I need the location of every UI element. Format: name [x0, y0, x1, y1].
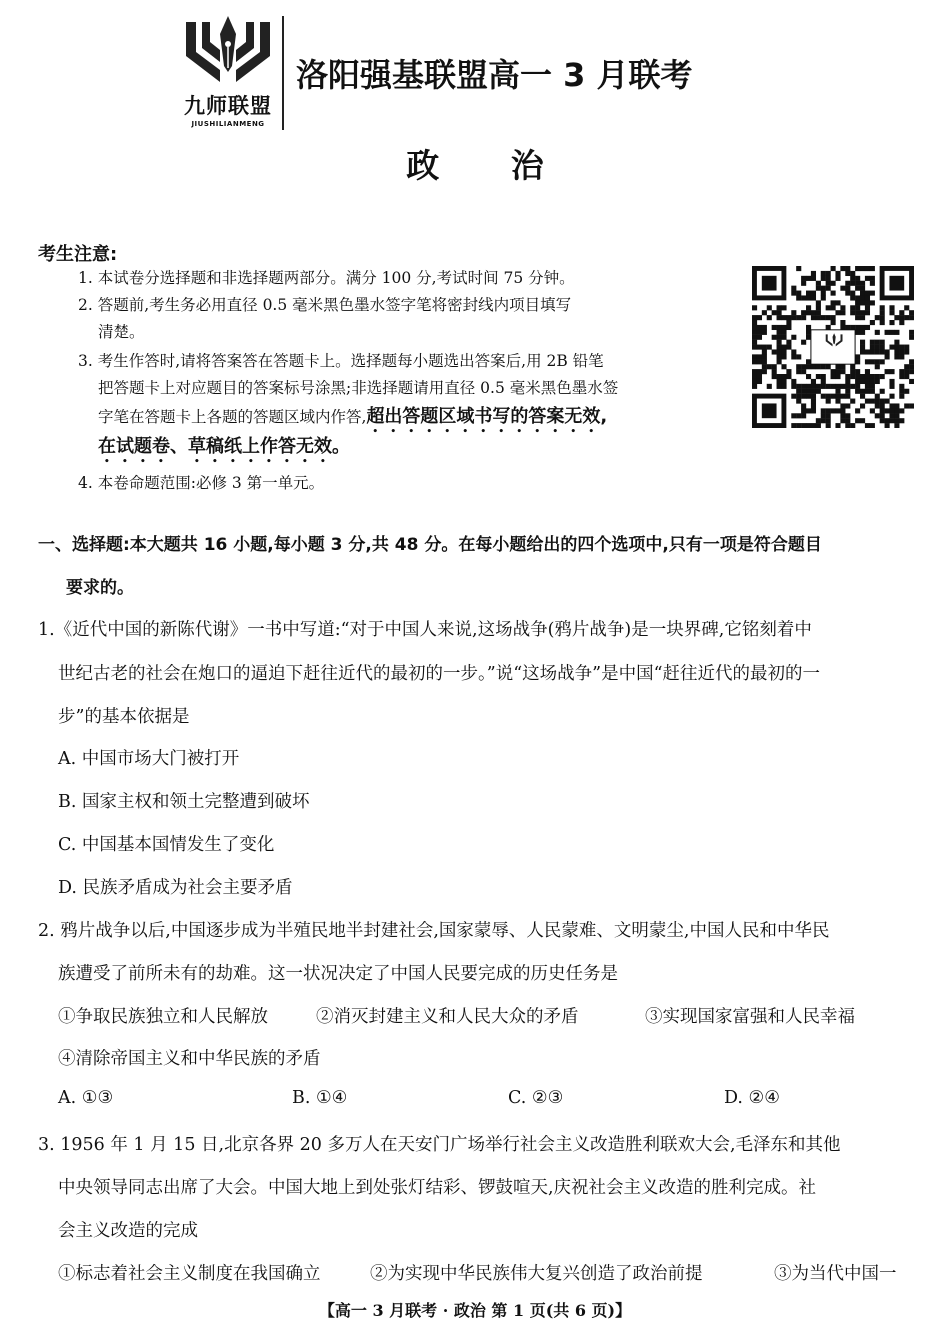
notice-emphasis-2: 在试题卷、草稿纸上作答无效。: [98, 436, 350, 457]
page-footer: 【高一 3 月联考 · 政治 第 1 页(共 6 页)】: [318, 1301, 632, 1320]
section-1-heading-line-2: 要求的。: [66, 578, 134, 598]
qr-code-icon: [752, 266, 914, 428]
logo-text: 九师联盟: [184, 94, 272, 118]
q2-statement-2: ②消灭封建主义和人民大众的矛盾: [316, 1007, 579, 1027]
q3-stem-line-2: 中央领导同志出席了大会。中国大地上到处张灯结彩、锣鼓喧天,庆祝社会主义改造的胜利完成。社: [58, 1178, 817, 1198]
notice-item-3-line-2: 把答题卡上对应题目的答案标号涂黑;非选择题请用直径 0.5 毫米黑色墨水签: [98, 379, 619, 397]
q1-option-d[interactable]: D. 民族矛盾成为社会主要矛盾: [58, 878, 293, 898]
pen-nib-logo-icon: [172, 14, 284, 92]
q3-statement-1: ①标志着社会主义制度在我国确立: [58, 1264, 321, 1284]
notice-item-4: 4. 本卷命题范围:必修 3 第一单元。: [78, 474, 325, 492]
subject-title: 政 治: [406, 146, 544, 185]
notice-item-1: 1. 本试卷分选择题和非选择题两部分。满分 100 分,考试时间 75 分钟。: [78, 269, 575, 287]
notice-item-3-line-3-text: 字笔在答题卡上各题的答题区域内作答,: [98, 408, 367, 426]
q2-option-d[interactable]: D. ②④: [724, 1088, 780, 1108]
notice-item-3-line-1: 3. 考生作答时,请将答案答在答题卡上。选择题每小题选出答案后,用 2B 铅笔: [78, 352, 604, 370]
notice-emphasis-1: 超出答题区域书写的答案无效,: [366, 406, 608, 427]
notice-title: 考生注意:: [38, 244, 118, 265]
q3-statement-3: ③为当代中国一: [774, 1264, 897, 1284]
exam-title: 洛阳强基联盟高一 3 月联考: [296, 56, 693, 94]
q3-statement-2: ②为实现中华民族伟大复兴创造了政治前提: [370, 1264, 703, 1284]
q1-option-b[interactable]: B. 国家主权和领土完整遭到破坏: [58, 792, 310, 812]
publisher-logo: [172, 14, 284, 132]
q2-stem-line-2: 族遭受了前所未有的劫难。这一状况决定了中国人民要完成的历史任务是: [58, 964, 618, 984]
q1-stem-line-2: 世纪古老的社会在炮口的逼迫下赶往近代的最初的一步。”说“这场战争”是中国“赶往近代的最初的一: [58, 664, 821, 684]
notice-item-2-line-2: 清楚。: [98, 323, 145, 341]
q1-option-a[interactable]: A. 中国市场大门被打开: [58, 749, 240, 769]
section-1-heading-line-1: 一、选择题:本大题共 16 小题,每小题 3 分,共 48 分。在每小题给出的四个选项中,只有一项是符合题目: [38, 535, 822, 555]
q2-option-a[interactable]: A. ①③: [58, 1088, 114, 1108]
q1-stem-line-1: 1.《近代中国的新陈代谢》一书中写道:“对于中国人来说,这场战争(鸦片战争)是一块界碑,它铭刻着中: [38, 620, 812, 640]
q3-stem-line-1: 3. 1956 年 1 月 15 日,北京各界 20 多万人在天安门广场举行社会主义改造胜利联欢大会,毛泽东和其他: [38, 1135, 841, 1155]
notice-item-3-line-3: [98, 406, 607, 437]
q2-stem-line-1: 2. 鸦片战争以后,中国逐步成为半殖民地半封建社会,国家蒙辱、人民蒙难、文明蒙尘,中国人民和中华民: [38, 921, 830, 941]
q2-option-c[interactable]: C. ②③: [508, 1088, 564, 1108]
q2-statement-1: ①争取民族独立和人民解放: [58, 1007, 268, 1027]
logo-subtext: JIUSHILIANMENG: [191, 120, 265, 128]
q1-option-c[interactable]: C. 中国基本国情发生了变化: [58, 835, 275, 855]
q2-option-b[interactable]: B. ①④: [292, 1088, 348, 1108]
q1-stem-line-3: 步”的基本依据是: [58, 707, 190, 727]
notice-item-2-line-1: 2. 答题前,考生务必用直径 0.5 毫米黑色墨水签字笔将密封线内项目填写: [78, 296, 572, 314]
logo-divider: [282, 16, 284, 130]
q3-stem-line-3: 会主义改造的完成: [58, 1221, 198, 1241]
q2-statement-4: ④清除帝国主义和中华民族的矛盾: [58, 1049, 321, 1069]
qr-code[interactable]: [752, 266, 914, 428]
q2-statement-3: ③实现国家富强和人民幸福: [645, 1007, 855, 1027]
